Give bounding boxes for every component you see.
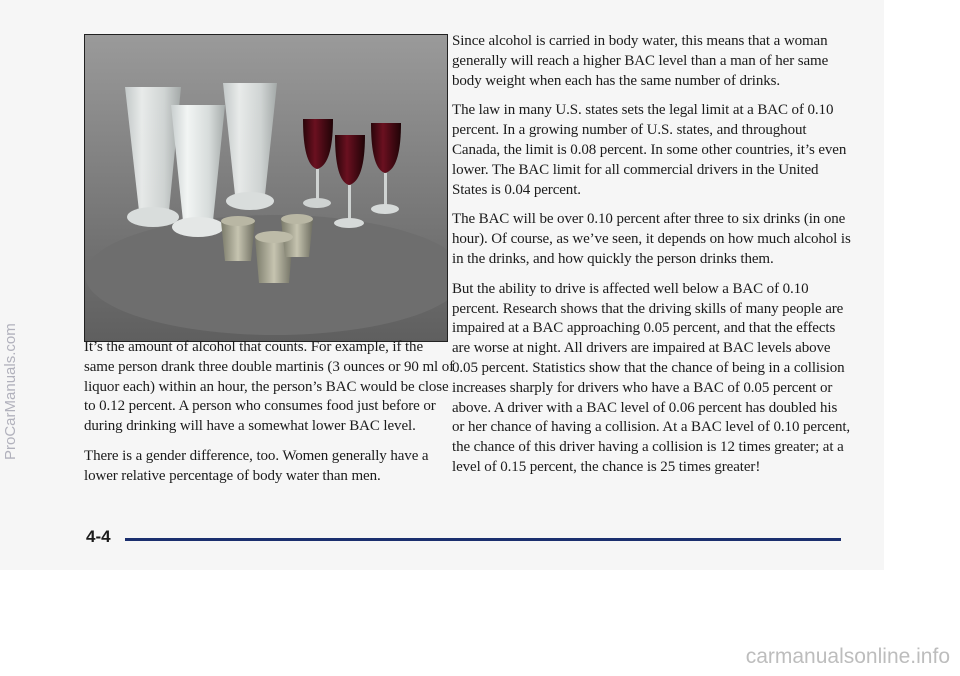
side-watermark: ProCarManuals.com xyxy=(2,323,19,460)
paragraph-amount: It’s the amount of alcohol that counts. For example, if the same person drank three double martinis (3 ounces or 90 ml of liquor each) within an hour, the person’s BAC would be close to 0.12 percent. A person who consumes food just before or during drinking will have a somewhat lower BAC level. xyxy=(84,339,455,435)
bottom-watermark: carmanualsonline.info xyxy=(745,645,950,668)
drinks-illustration xyxy=(85,35,447,341)
drinks-photo xyxy=(84,34,448,342)
right-column xyxy=(452,32,852,488)
paragraph-gender: There is a gender difference, too. Women generally have a lower relative percentage of body water than men. xyxy=(84,447,429,484)
page-number: 4-4 xyxy=(86,527,111,546)
paragraph-legal-limit: The law in many U.S. states sets the legal limit at a BAC of 0.10 percent. In a growing number of U.S. states, and throughout Canada, the limit is 0.08 percent. In some other countries, it’s even lower. The BAC limit for all commercial drivers in the United States is 0.04 percent. xyxy=(452,102,847,198)
footer-rule xyxy=(125,538,841,541)
paragraph-drinks-count: The BAC will be over 0.10 percent after three to six drinks (in one hour). Of course, as we’ve seen, it depends on how much alcohol is in the drinks, and how quickly the person drinks them. xyxy=(452,211,851,267)
left-column xyxy=(84,338,456,497)
paragraph-impairment: But the ability to drive is affected well below a BAC of 0.10 percent. Research shows that the driving skills of many people are impaired at a BAC approaching 0.05 percent, and that the effects are worse at night. All drivers are impaired at BAC levels above 0.05 percent. Statistics show that the chance of being in a collision increases sharply for drivers who have a BAC of 0.05 percent or above. A driver with a BAC level of 0.06 percent has doubled his or her chance of having a collision. At a BAC level of 0.10 percent, the chance of this driver having a collision is 12 times greater; at a level of 0.15 percent, the chance is 25 times greater! xyxy=(452,280,851,475)
paragraph-body-water: Since alcohol is carried in body water, this means that a woman generally will reach a higher BAC level than a man of her same body weight when each has the same number of drinks. xyxy=(452,33,829,89)
